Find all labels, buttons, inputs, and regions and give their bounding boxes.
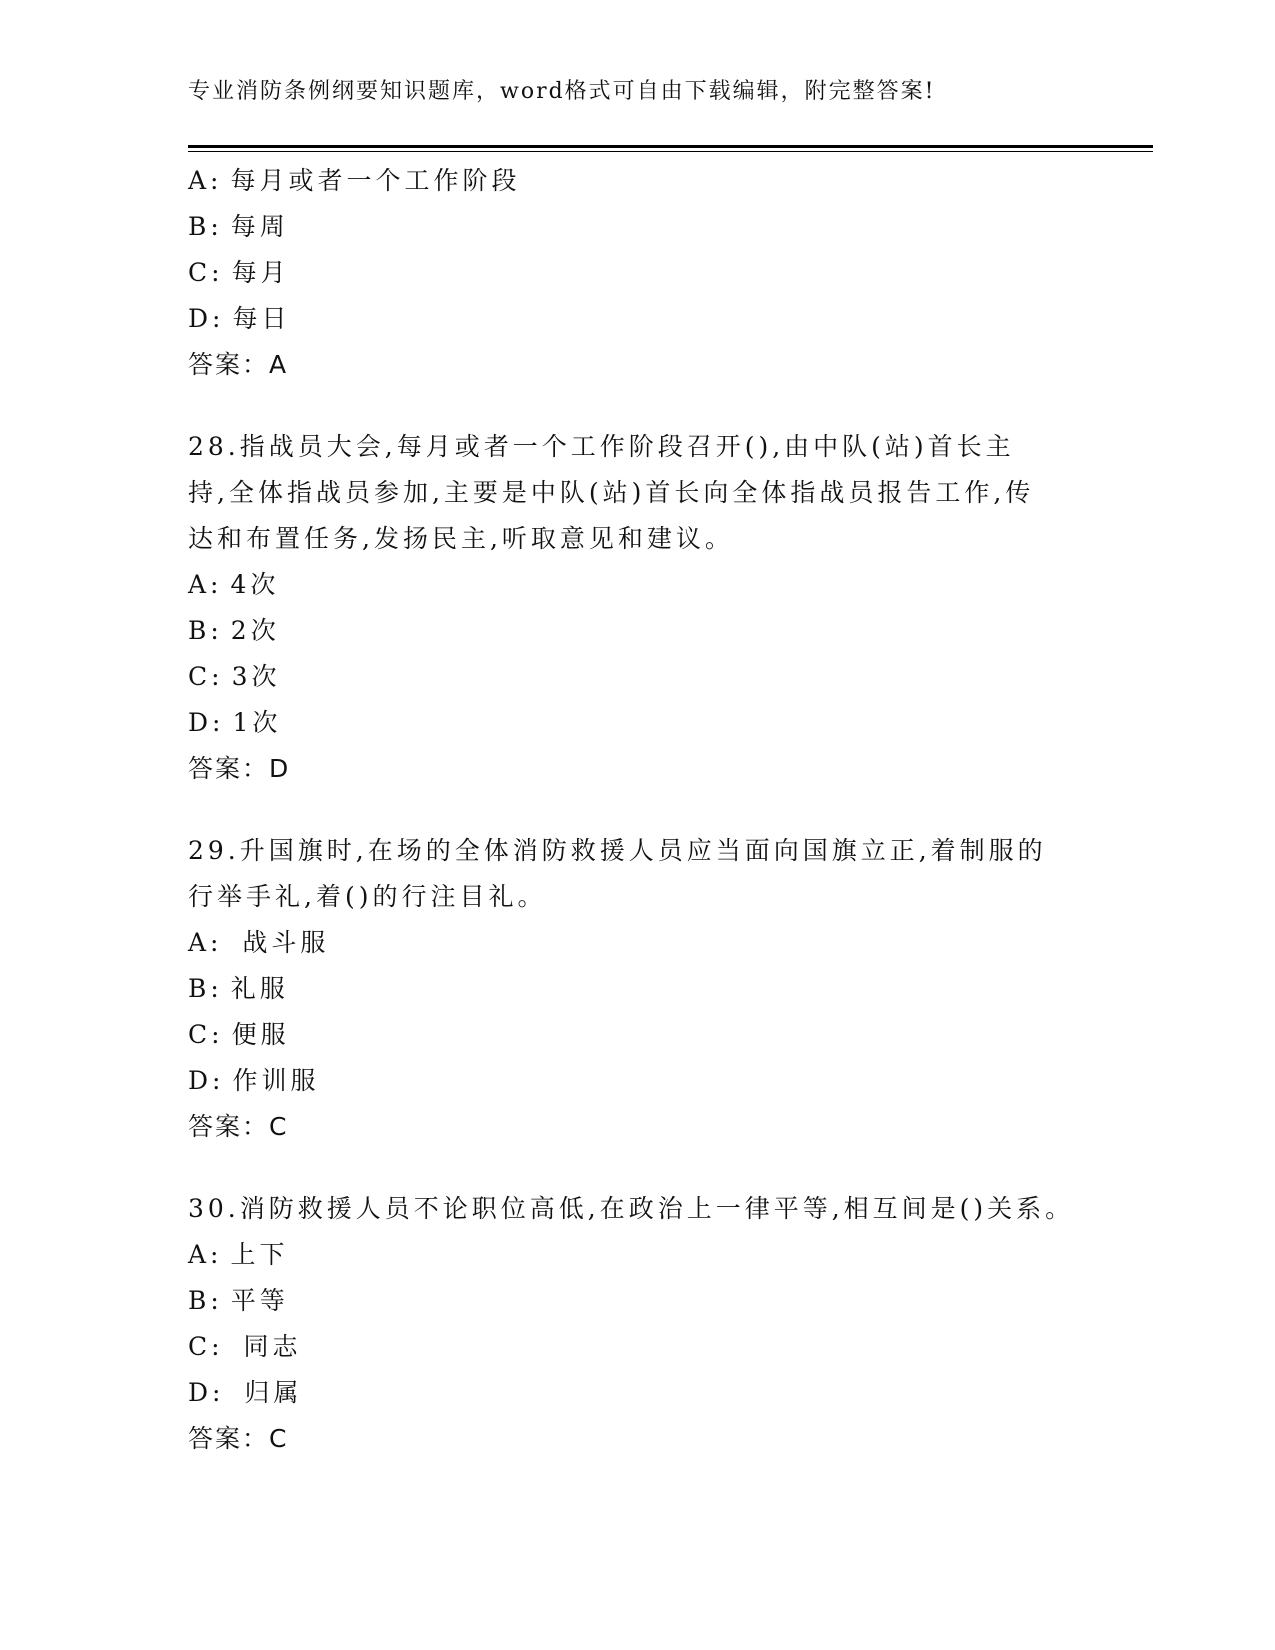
question-stem: 29.升国旗时,在场的全体消防救援人员应当面向国旗立正,着制服的行举手礼,着()的行注目礼。 bbox=[188, 836, 1047, 911]
option-text: 礼服 bbox=[230, 974, 289, 1003]
option-a bbox=[188, 158, 1088, 204]
option-text: 平等 bbox=[230, 1286, 289, 1315]
option-label: A: bbox=[188, 570, 223, 599]
option-text: 每月或者一个工作阶段 bbox=[230, 166, 521, 195]
option-d bbox=[188, 296, 1088, 342]
answer-line: 答案：D bbox=[188, 754, 291, 783]
option-label: A: bbox=[188, 166, 223, 195]
option-text: 作训服 bbox=[232, 1066, 320, 1095]
option-label: C: bbox=[188, 258, 224, 287]
option-label: C: bbox=[188, 662, 224, 691]
option-text: 每日 bbox=[232, 304, 291, 333]
answer-line: 答案：C bbox=[188, 1424, 289, 1453]
option-text: 战斗服 bbox=[230, 928, 330, 957]
option-a bbox=[188, 920, 1088, 966]
question-list bbox=[188, 158, 1088, 1462]
option-text: 上下 bbox=[230, 1240, 289, 1269]
option-text: 2次 bbox=[230, 616, 280, 645]
option-text: 归属 bbox=[232, 1378, 303, 1407]
option-b bbox=[188, 608, 1088, 654]
question-stem: 28.指战员大会,每月或者一个工作阶段召开(),由中队(站)首长主 持,全体指战员参加,主要是中队(站)首长向全体指战员报告工作,传达和布置任务,发扬民主,听取意见和建议。 bbox=[188, 432, 1035, 553]
option-text: 4次 bbox=[230, 570, 280, 599]
option-c bbox=[188, 1012, 1088, 1058]
option-text: 每月 bbox=[231, 258, 290, 287]
header-rule bbox=[188, 145, 1153, 152]
option-c bbox=[188, 1324, 1088, 1370]
option-a bbox=[188, 1232, 1088, 1278]
option-d bbox=[188, 1370, 1088, 1416]
option-b bbox=[188, 1278, 1088, 1324]
option-d bbox=[188, 700, 1088, 746]
question-stem: 30.消防救援人员不论职位高低,在政治上一律平等,相互间是()关系。 bbox=[188, 1194, 1075, 1223]
option-b bbox=[188, 204, 1088, 250]
option-label: D: bbox=[188, 304, 225, 333]
option-b bbox=[188, 966, 1088, 1012]
option-text: 便服 bbox=[231, 1020, 290, 1049]
option-c bbox=[188, 250, 1088, 296]
option-label: B: bbox=[188, 212, 223, 241]
option-label: A: bbox=[188, 928, 223, 957]
answer-line: 答案：A bbox=[188, 350, 289, 379]
page-header: 专业消防条例纲要知识题库，word格式可自由下载编辑，附完整答案! bbox=[188, 79, 936, 104]
option-label: B: bbox=[188, 1286, 223, 1315]
option-d bbox=[188, 1058, 1088, 1104]
option-c bbox=[188, 654, 1088, 700]
question-28 bbox=[188, 424, 1088, 792]
option-label: D: bbox=[188, 1378, 225, 1407]
question-27-tail bbox=[188, 158, 1088, 388]
option-label: C: bbox=[188, 1020, 224, 1049]
option-label: B: bbox=[188, 974, 223, 1003]
question-29 bbox=[188, 828, 1088, 1150]
option-a bbox=[188, 562, 1088, 608]
question-30 bbox=[188, 1186, 1088, 1462]
answer-line: 答案：C bbox=[188, 1112, 289, 1141]
option-label: A: bbox=[188, 1240, 223, 1269]
option-label: C: bbox=[188, 1332, 224, 1361]
option-text: 每周 bbox=[230, 212, 289, 241]
option-label: D: bbox=[188, 708, 225, 737]
option-label: B: bbox=[188, 616, 223, 645]
option-text: 同志 bbox=[231, 1332, 302, 1361]
option-text: 3次 bbox=[231, 662, 281, 691]
option-label: D: bbox=[188, 1066, 225, 1095]
option-text: 1次 bbox=[232, 708, 282, 737]
